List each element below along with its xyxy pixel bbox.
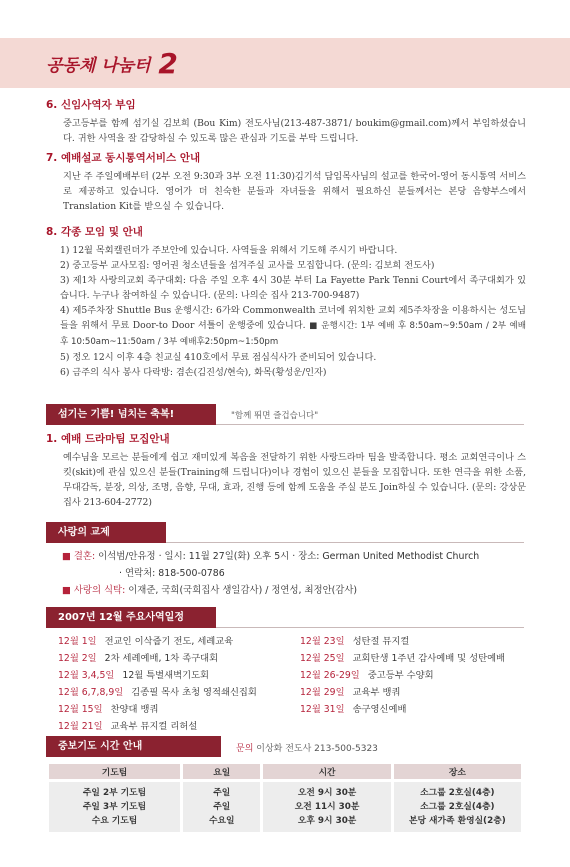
section-new-minister <box>46 97 526 146</box>
calendar-date: 12월 29일 <box>300 687 345 698</box>
serving-caption: "함께 뛰면 즐겁습니다" <box>231 411 319 421</box>
team-name: 수요 기도팀 <box>91 816 138 826</box>
column-header: 시간 <box>263 764 390 779</box>
calendar-date: 12월 6,7,8,9일 <box>58 687 124 698</box>
section-title: 신임사역자 부임 <box>60 99 136 111</box>
page-title <box>46 45 178 78</box>
place-value: 소그룹 2호실(4층) <box>420 788 495 798</box>
column-header: 기도팀 <box>49 764 180 779</box>
list-item: 1) 12월 목회캘린더가 주보안에 있습니다. 사역들을 위해서 기도해 주시기 바랍니다. <box>60 245 398 256</box>
bullet-icon: ■ <box>62 585 71 596</box>
section-title: 예배 드라마팀 모집안내 <box>60 433 170 445</box>
divider <box>216 627 524 628</box>
calendar-event: 찬양대 뱅쿼 <box>110 704 159 715</box>
calendar-event: 송구영신예배 <box>352 704 407 715</box>
section-heading <box>46 431 526 446</box>
calendar-date: 12월 26-29일 <box>300 670 360 681</box>
calendar-entry <box>58 718 257 735</box>
time-value: 오전 11시 30분 <box>294 802 360 812</box>
team-name: 주일 3부 기도팀 <box>82 802 147 812</box>
wedding-text: 이석범/안유정 · 일시: 11월 27일(화) 오후 5시 · 장소: German United Methodist Church <box>98 551 480 562</box>
section-heading <box>46 97 526 112</box>
list-item: 5) 정오 12시 이후 4층 친교실 410호에서 무료 점심식사가 준비되어 있습니다. <box>60 352 377 363</box>
page-title-text: 공동체 나눔터 <box>46 56 151 76</box>
divider <box>216 424 524 425</box>
serving-banner: 섬기는 기쁨! 넘치는 축복! <box>46 404 216 425</box>
calendar-entry <box>300 650 505 667</box>
section-body: 중고등부를 함께 섬기실 김보희 (Bou Kim) 전도사님(213-487-3871/ boukim@gmail.com)께서 부임하셨습니다. 귀한 사역을 잘 감당하실 수 있도록 많은 관심과 기도를 부탁 드립니다. <box>63 118 526 144</box>
table-row <box>49 782 521 832</box>
calendar-event: 중고등부 수양회 <box>367 670 434 681</box>
calendar-entry <box>58 633 257 650</box>
day-value: 주일 <box>213 802 231 812</box>
shuttle-times: ■ 운행시간: 1부 예배 후 8:50am~9:50am / 2부 예배 후 10:50am~11:50am / 3부 예배후2:50pm~1:50pm <box>60 321 526 347</box>
section-number: 8. <box>46 226 58 238</box>
place-cell <box>394 782 521 832</box>
love-table-notice <box>62 582 357 599</box>
wedding-notice <box>62 548 479 565</box>
calendar-date: 12월 21일 <box>58 721 103 732</box>
day-value: 주일 <box>213 788 231 798</box>
table-header-row <box>49 764 521 779</box>
prayer-banner: 중보기도 시간 안내 <box>46 736 221 757</box>
calendar-event: 2차 세례예배, 1차 족구대회 <box>104 653 219 664</box>
section-announcements <box>46 224 526 380</box>
calendar-entry <box>58 667 257 684</box>
section-number: 6. <box>46 99 58 111</box>
wedding-contact: · 연락처: 818-500-0786 <box>119 568 225 579</box>
calendar-event: 교육부 뱅쿼 <box>352 687 401 698</box>
section-heading <box>46 224 526 239</box>
calendar-date: 12월 25일 <box>300 653 345 664</box>
section-number: 1. <box>46 433 58 445</box>
day-cell <box>183 782 260 832</box>
calendar-entry <box>300 633 505 650</box>
calendar-date: 12월 31일 <box>300 704 345 715</box>
calendar-event: 성탄절 뮤지컬 <box>352 636 410 647</box>
divider <box>166 542 524 543</box>
section-number: 7. <box>46 152 58 164</box>
list-item-text: 4) 제5주차장 Shuttle Bus 운행시간: 6가와 Commonwealth 코너에 위치한 교회 제5주차장을 이용하시는 성도님들을 위해서 무료 Door-to Door 셔틀이 운행중에 있습니다. <box>60 305 526 331</box>
list-item: 2) 중고등부 교사모집: 영어권 청소년들을 섬겨주실 교사를 모집합니다. (문의: 김보희 전도사) <box>60 260 435 271</box>
place-value: 소그룹 2호실(4층) <box>420 802 495 812</box>
time-value: 오전 9시 30분 <box>297 788 357 798</box>
calendar-entry <box>58 650 257 667</box>
list-item: 3) 제1차 사랑의교회 족구대회: 다음 주일 오후 4시 30분 부터 La Fayette Park Tenni Court에서 족구대회가 있습니다. 누구나 참여하실 수 있습니다. (문의: 나의순 집사 213-700-9487) <box>60 275 526 301</box>
calendar-date: 12월 2일 <box>58 653 97 664</box>
calendar-entry <box>58 701 257 718</box>
bullet-icon: ■ <box>62 551 71 562</box>
section-title: 각종 모임 및 안내 <box>60 226 143 238</box>
wedding-label: 결혼: <box>73 551 96 562</box>
calendar-event: 교육부 뮤지컬 리허설 <box>110 721 198 732</box>
calendar-event: 전교인 이삭줍기 전도, 세례교육 <box>104 636 234 647</box>
calendar-date: 12월 1일 <box>58 636 97 647</box>
fellowship-banner: 사랑의 교제 <box>46 522 166 543</box>
section-drama <box>46 431 526 510</box>
calendar-entry <box>300 684 505 701</box>
calendar-entry <box>300 701 505 718</box>
calendar-left-column <box>58 633 257 735</box>
calendar-date: 12월 15일 <box>58 704 103 715</box>
column-header: 장소 <box>394 764 521 779</box>
announcement-list <box>60 243 526 380</box>
section-body: 지난 주 주일예배부터 (2부 오전 9:30과 3부 오전 11:30)김기석 담임목사님의 설교를 한국어-영어 동시통역 서비스로 제공하고 있습니다. 영어가 더 친숙한 분들과 자녀들을 위해서 필요하신 분들께서는 본당 음향부스에서 Translation Kit를 받으실 수 있습니다. <box>63 171 526 212</box>
section-heading <box>46 150 526 165</box>
love-table-text: 이재준, 국희(국희집사 생일감사) / 정연성, 최정안(감사) <box>128 585 358 596</box>
time-value: 오후 9시 30분 <box>297 816 357 826</box>
page-number: 2 <box>158 47 178 80</box>
column-header: 요일 <box>183 764 260 779</box>
calendar-date: 12월 3,4,5일 <box>58 670 115 681</box>
team-name: 주일 2부 기도팀 <box>82 788 147 798</box>
place-value: 본당 새가족 환영실(2층) <box>408 816 506 826</box>
calendar-right-column <box>300 633 505 718</box>
love-table-label: 사랑의 식탁: <box>73 585 126 596</box>
prayer-contact-label: 문의 <box>236 744 254 754</box>
prayer-contact <box>236 741 378 754</box>
calendar-event: 12월 특별새벽기도회 <box>122 670 210 681</box>
calendar-event: 교회탄생 1주년 감사예배 및 성탄예배 <box>352 653 506 664</box>
section-title: 예배설교 동시통역서비스 안내 <box>60 152 201 164</box>
time-cell <box>263 782 390 832</box>
prayer-table <box>46 761 524 835</box>
team-cell <box>49 782 180 832</box>
calendar-entry <box>300 667 505 684</box>
list-item: 6) 금주의 식사 봉사 다락방: 겸손(김진성/현숙), 화목(황성운/인자) <box>60 367 327 378</box>
day-value: 수요일 <box>209 816 235 826</box>
prayer-contact-text: 이상화 전도사 213-500-5323 <box>256 744 378 754</box>
calendar-entry <box>58 684 257 701</box>
section-body: 예수님을 모르는 분들에게 쉽고 재미있게 복음을 전달하기 위한 사랑드라마 팀을 발족합니다. 평소 교회연극이나 스킷(skit)에 관심 있으신 분들(Training해 드립니다)이나 경험이 있으신 분들을 모집합니다. 또한 연극을 위한 소품, 무대감독, 분장, 의상, 조명, 음향, 무대, 효과, 진행 등에 함께 도움을 주실 분도 Join하실 수 있습니다. (문의: 강상문 집사 213-604-2772) <box>63 452 526 508</box>
list-item <box>60 303 526 350</box>
calendar-date: 12월 23일 <box>300 636 345 647</box>
calendar-banner: 2007년 12월 주요사역일정 <box>46 607 216 628</box>
calendar-event: 김종필 목사 초청 영적쇄신집회 <box>131 687 257 698</box>
section-interpretation <box>46 150 526 214</box>
